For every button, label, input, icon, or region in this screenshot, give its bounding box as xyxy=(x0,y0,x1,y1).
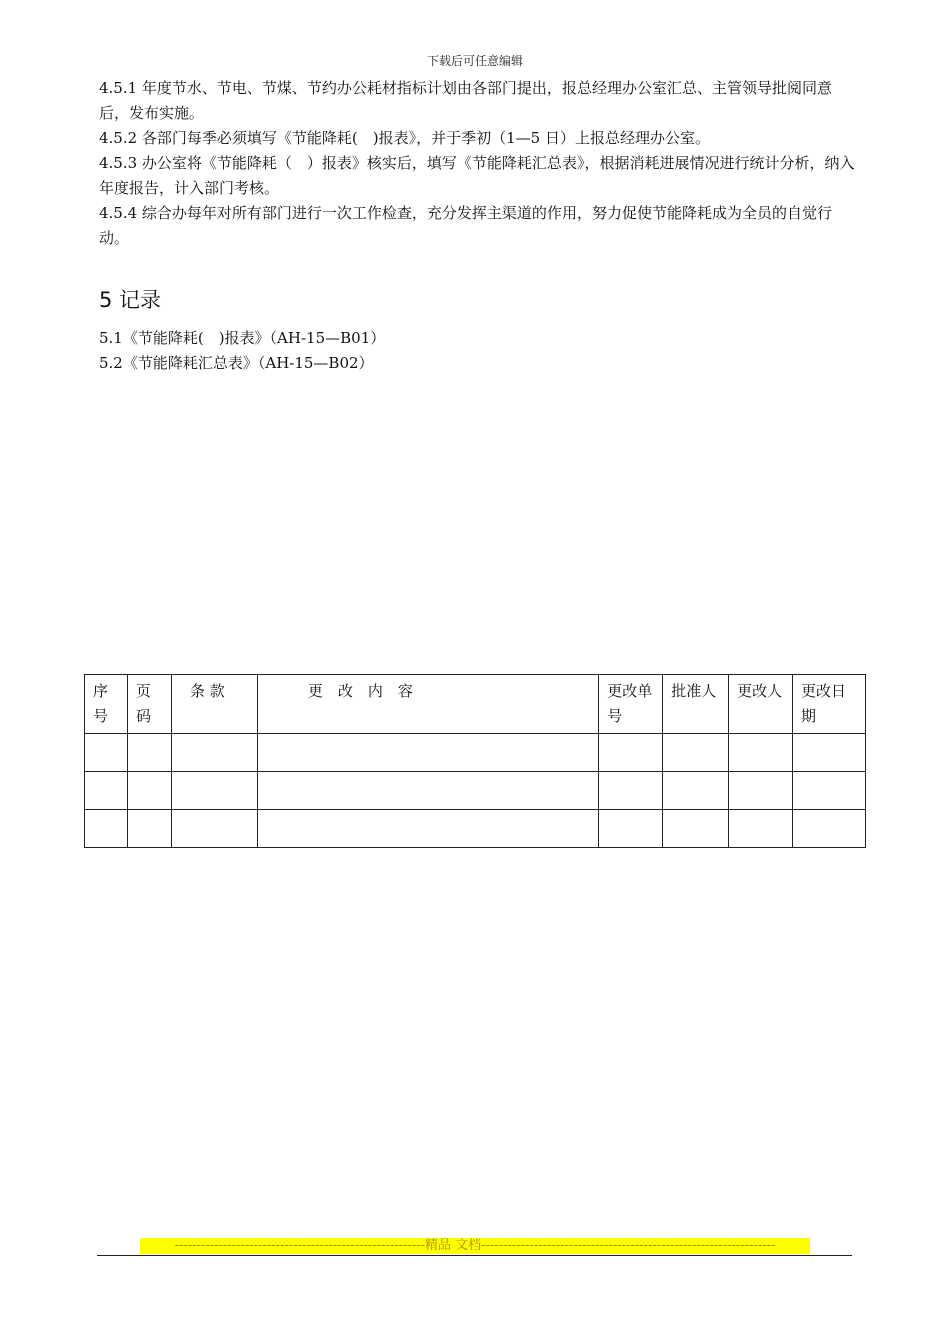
page-header: 下载后可任意编辑 xyxy=(426,54,523,68)
table-cell xyxy=(85,734,128,772)
table-cell xyxy=(793,734,866,772)
header-cell-content: 更 改 内 容 xyxy=(257,675,598,734)
paragraph-4-5-4: 4.5.4 综合办每年对所有部门进行一次工作检查，充分发挥主渠道的作用，努力促使节能降耗成为全员的自觉行动。 xyxy=(99,204,832,247)
table-header-row xyxy=(85,675,866,734)
revision-table xyxy=(84,674,866,848)
table-cell xyxy=(663,810,729,848)
table-row xyxy=(85,810,866,848)
footer-divider xyxy=(97,1255,852,1256)
table-cell xyxy=(729,772,793,810)
table-cell xyxy=(729,810,793,848)
table-cell xyxy=(85,772,128,810)
record-item-1: 5.1《节能降耗( )报表》（AH-15—B01） xyxy=(99,329,386,347)
table-cell xyxy=(127,772,171,810)
header-cell-page: 页码 xyxy=(127,675,171,734)
footer-watermark: ---------------------------------------------------------精品 文档------------------------------------------------------------------- xyxy=(140,1238,810,1254)
header-cell-change-date: 更改日期 xyxy=(793,675,866,734)
table-cell xyxy=(663,734,729,772)
table-cell xyxy=(171,734,257,772)
table-cell xyxy=(257,734,598,772)
table-cell xyxy=(599,734,663,772)
table-cell xyxy=(171,810,257,848)
paragraph-4-5-2: 4.5.2 各部门每季必须填写《节能降耗( )报表》，并于季初（1—5 日）上报总经理办公室。 xyxy=(99,129,710,147)
paragraph-4-5-3: 4.5.3 办公室将《节能降耗（ ）报表》核实后，填写《节能降耗汇总表》，根据消耗进展情况进行统计分析，纳入年度报告，计入部门考核。 xyxy=(99,154,855,197)
header-cell-approver: 批准人 xyxy=(663,675,729,734)
header-cell-seq: 序号 xyxy=(85,675,128,734)
record-item-2: 5.2《节能降耗汇总表》（AH-15—B02） xyxy=(99,354,374,372)
table-cell xyxy=(793,810,866,848)
section-title: 5 记录 xyxy=(99,288,162,312)
table-cell xyxy=(85,810,128,848)
table-cell xyxy=(599,772,663,810)
header-cell-change-no: 更改单号 xyxy=(599,675,663,734)
table-cell xyxy=(793,772,866,810)
table-cell xyxy=(599,810,663,848)
table-row xyxy=(85,772,866,810)
table-cell xyxy=(729,734,793,772)
table-cell xyxy=(257,810,598,848)
table-cell xyxy=(257,772,598,810)
table-cell xyxy=(171,772,257,810)
table-cell xyxy=(127,810,171,848)
header-cell-clause: 条 款 xyxy=(171,675,257,734)
paragraph-4-5-1: 4.5.1 年度节水、节电、节煤、节约办公耗材指标计划由各部门提出，报总经理办公室汇总、主管领导批阅同意后，发布实施。 xyxy=(99,79,832,122)
table-cell xyxy=(663,772,729,810)
table-row xyxy=(85,734,866,772)
header-cell-changer: 更改人 xyxy=(729,675,793,734)
table-cell xyxy=(127,734,171,772)
